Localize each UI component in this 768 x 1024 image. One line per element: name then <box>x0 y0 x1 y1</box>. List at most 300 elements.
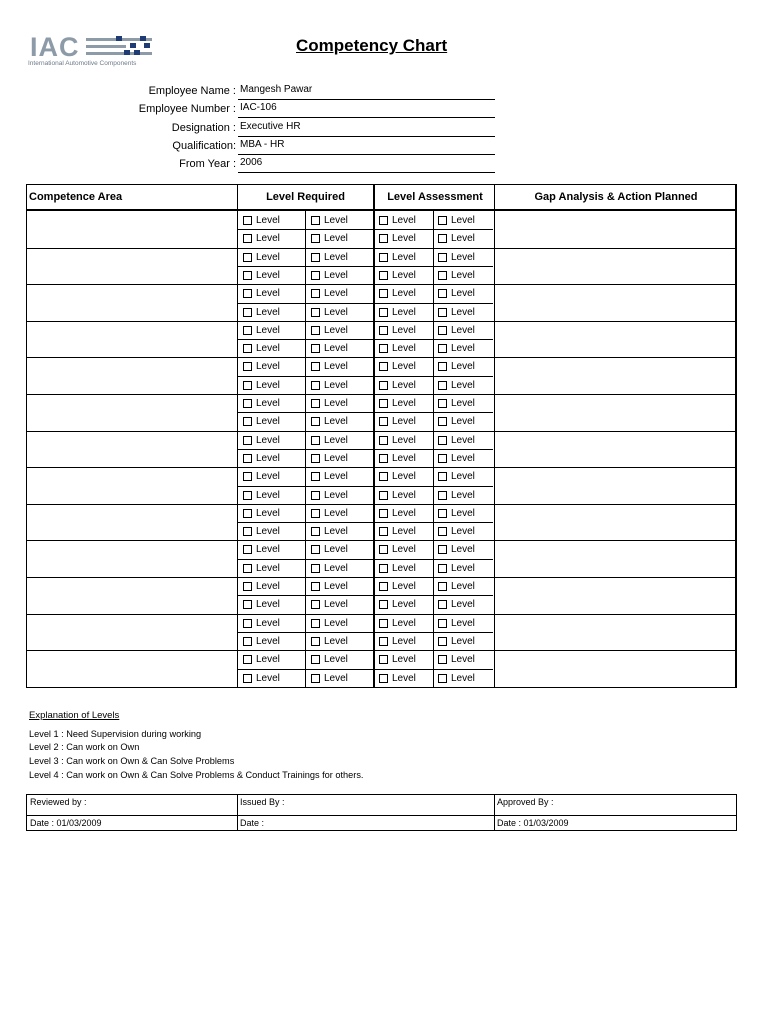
level-checkbox-assessment-a[interactable] <box>379 321 416 339</box>
level-checkbox-required-a[interactable] <box>243 449 280 467</box>
checkbox-icon[interactable] <box>311 326 320 335</box>
checkbox-icon[interactable] <box>243 582 252 591</box>
checkbox-icon[interactable] <box>438 564 447 573</box>
checkbox-label: Level <box>451 251 475 263</box>
checkbox-label: Level <box>324 635 348 647</box>
level-checkbox-required-a[interactable] <box>243 559 280 577</box>
checkbox-icon[interactable] <box>311 344 320 353</box>
level-checkbox-required-b[interactable] <box>311 578 348 596</box>
checkbox-icon[interactable] <box>438 509 447 518</box>
checkbox-icon[interactable] <box>243 472 252 481</box>
reviewed-by-field[interactable]: Reviewed by : <box>30 797 87 807</box>
checkbox-label: Level <box>256 635 280 647</box>
level-checkbox-required-b[interactable] <box>311 431 348 449</box>
level-checkbox-assessment-b[interactable] <box>438 632 475 650</box>
gap-analysis-cell[interactable] <box>495 504 735 541</box>
checkbox-icon[interactable] <box>243 509 252 518</box>
level-checkbox-required-a[interactable] <box>243 578 280 596</box>
checkbox-icon[interactable] <box>379 234 388 243</box>
signoff-table <box>26 794 737 831</box>
checkbox-icon[interactable] <box>438 308 447 317</box>
level-checkbox-required-a[interactable] <box>243 651 280 669</box>
gap-analysis-cell[interactable] <box>495 650 735 687</box>
checkbox-icon[interactable] <box>311 234 320 243</box>
checkbox-label: Level <box>256 288 280 300</box>
level-checkbox-assessment-a[interactable] <box>379 596 416 614</box>
checkbox-icon[interactable] <box>311 399 320 408</box>
checkbox-icon[interactable] <box>379 527 388 536</box>
level-checkbox-required-a[interactable] <box>243 504 280 522</box>
level-checkbox-required-a[interactable] <box>243 376 280 394</box>
gap-analysis-cell[interactable] <box>495 467 735 504</box>
checkbox-icon[interactable] <box>438 271 447 280</box>
checkbox-icon[interactable] <box>311 308 320 317</box>
checkbox-icon[interactable] <box>243 326 252 335</box>
level-checkbox-required-a[interactable] <box>243 358 280 376</box>
checkbox-icon[interactable] <box>379 344 388 353</box>
level-checkbox-required-a[interactable] <box>243 413 280 431</box>
gap-analysis-cell[interactable] <box>495 248 735 285</box>
checkbox-icon[interactable] <box>438 344 447 353</box>
checkbox-icon[interactable] <box>311 216 320 225</box>
checkbox-icon[interactable] <box>379 655 388 664</box>
level-checkbox-required-a[interactable] <box>243 431 280 449</box>
checkbox-label: Level <box>392 269 416 281</box>
level-checkbox-required-b[interactable] <box>311 468 348 486</box>
logo-subtitle: International Automotive Components <box>28 60 137 67</box>
level-checkbox-assessment-b[interactable] <box>438 614 475 632</box>
gap-analysis-cell[interactable] <box>495 614 735 651</box>
checkbox-icon[interactable] <box>311 564 320 573</box>
level-checkbox-assessment-b[interactable] <box>438 559 475 577</box>
level-checkbox-assessment-a[interactable] <box>379 559 416 577</box>
checkbox-icon[interactable] <box>379 545 388 554</box>
checkbox-icon[interactable] <box>438 253 447 262</box>
approved-by-field[interactable]: Approved By : <box>497 797 554 807</box>
issued-by-field[interactable]: Issued By : <box>240 797 285 807</box>
checkbox-icon[interactable] <box>379 271 388 280</box>
level-checkbox-required-a[interactable] <box>243 340 280 358</box>
checkbox-label: Level <box>451 361 475 373</box>
checkbox-label: Level <box>256 452 280 464</box>
checkbox-icon[interactable] <box>243 491 252 500</box>
checkbox-icon[interactable] <box>311 454 320 463</box>
competence-area-cell[interactable] <box>27 504 237 541</box>
level-checkbox-assessment-a[interactable] <box>379 486 416 504</box>
level-checkbox-assessment-a[interactable] <box>379 504 416 522</box>
level-checkbox-assessment-a[interactable] <box>379 449 416 467</box>
checkbox-icon[interactable] <box>438 545 447 554</box>
checkbox-label: Level <box>451 544 475 556</box>
checkbox-icon[interactable] <box>438 637 447 646</box>
checkbox-icon[interactable] <box>379 564 388 573</box>
level-checkbox-assessment-a[interactable] <box>379 266 416 284</box>
checkbox-label: Level <box>324 617 348 629</box>
level-checkbox-assessment-b[interactable] <box>438 413 475 431</box>
checkbox-icon[interactable] <box>243 619 252 628</box>
checkbox-icon[interactable] <box>379 436 388 445</box>
level-checkbox-assessment-b[interactable] <box>438 248 475 266</box>
checkbox-icon[interactable] <box>243 234 252 243</box>
level-checkbox-required-b[interactable] <box>311 266 348 284</box>
checkbox-icon[interactable] <box>311 381 320 390</box>
level-checkbox-assessment-a[interactable] <box>379 651 416 669</box>
designation-field[interactable]: Executive HR <box>238 120 495 137</box>
level-checkbox-required-b[interactable] <box>311 596 348 614</box>
level-checkbox-assessment-a[interactable] <box>379 212 416 230</box>
checkbox-icon[interactable] <box>379 308 388 317</box>
checkbox-icon[interactable] <box>379 216 388 225</box>
level-checkbox-required-b[interactable] <box>311 303 348 321</box>
gap-analysis-cell[interactable] <box>495 357 735 394</box>
checkbox-icon[interactable] <box>438 527 447 536</box>
checkbox-icon[interactable] <box>311 472 320 481</box>
approval-date-field[interactable]: Date : 01/03/2009 <box>497 818 569 828</box>
issue-date-field[interactable]: Date : <box>240 818 265 828</box>
gap-analysis-cell[interactable] <box>495 394 735 431</box>
level-checkbox-required-b[interactable] <box>311 321 348 339</box>
level-checkbox-required-a[interactable] <box>243 596 280 614</box>
checkbox-label: Level <box>451 581 475 592</box>
gap-analysis-cell[interactable] <box>495 321 735 358</box>
checkbox-icon[interactable] <box>311 655 320 664</box>
level-checkbox-required-b[interactable] <box>311 541 348 559</box>
level-checkbox-required-b[interactable] <box>311 651 348 669</box>
checkbox-label: Level <box>324 215 348 226</box>
competence-area-cell[interactable] <box>27 284 237 321</box>
level-checkbox-assessment-b[interactable] <box>438 431 475 449</box>
checkbox-label: Level <box>392 452 416 464</box>
checkbox-label: Level <box>392 251 416 263</box>
review-date-field[interactable]: Date : 01/03/2009 <box>30 818 102 828</box>
level-checkbox-required-b[interactable] <box>311 230 348 248</box>
checkbox-icon[interactable] <box>311 289 320 298</box>
checkbox-label: Level <box>324 324 348 336</box>
checkbox-icon[interactable] <box>379 417 388 426</box>
gap-analysis-cell[interactable] <box>495 211 735 248</box>
level-checkbox-assessment-b[interactable] <box>438 449 475 467</box>
employee-number-field[interactable]: IAC-106 <box>238 101 495 118</box>
checkbox-label: Level <box>256 251 280 263</box>
checkbox-icon[interactable] <box>438 436 447 445</box>
checkbox-label: Level <box>451 306 475 318</box>
competence-area-cell[interactable] <box>27 540 237 577</box>
checkbox-icon[interactable] <box>311 491 320 500</box>
checkbox-icon[interactable] <box>438 381 447 390</box>
competence-area-cell[interactable] <box>27 431 237 468</box>
checkbox-icon[interactable] <box>438 600 447 609</box>
level-checkbox-required-a[interactable] <box>243 248 280 266</box>
checkbox-icon[interactable] <box>379 454 388 463</box>
checkbox-icon[interactable] <box>243 600 252 609</box>
level-checkbox-required-b[interactable] <box>311 212 348 230</box>
checkbox-icon[interactable] <box>379 637 388 646</box>
explanation-title: Explanation of Levels <box>29 710 120 721</box>
checkbox-icon[interactable] <box>379 326 388 335</box>
level-checkbox-assessment-a[interactable] <box>379 669 416 687</box>
checkbox-label: Level <box>256 544 280 556</box>
level-checkbox-assessment-b[interactable] <box>438 285 475 303</box>
level-checkbox-required-a[interactable] <box>243 541 280 559</box>
level-checkbox-required-a[interactable] <box>243 303 280 321</box>
checkbox-icon[interactable] <box>243 381 252 390</box>
checkbox-icon[interactable] <box>243 655 252 664</box>
level-checkbox-assessment-b[interactable] <box>438 230 475 248</box>
level-checkbox-required-a[interactable] <box>243 212 280 230</box>
competence-area-cell[interactable] <box>27 321 237 358</box>
level-checkbox-required-b[interactable] <box>311 358 348 376</box>
checkbox-icon[interactable] <box>243 271 252 280</box>
competence-area-cell[interactable] <box>27 650 237 687</box>
level-checkbox-assessment-b[interactable] <box>438 486 475 504</box>
level-checkbox-assessment-b[interactable] <box>438 321 475 339</box>
checkbox-label: Level <box>451 526 475 538</box>
checkbox-icon[interactable] <box>243 399 252 408</box>
checkbox-icon[interactable] <box>243 545 252 554</box>
level-checkbox-assessment-a[interactable] <box>379 632 416 650</box>
level-checkbox-assessment-b[interactable] <box>438 523 475 541</box>
checkbox-label: Level <box>451 672 475 684</box>
level-checkbox-required-b[interactable] <box>311 413 348 431</box>
level-checkbox-assessment-a[interactable] <box>379 230 416 248</box>
checkbox-icon[interactable] <box>311 253 320 262</box>
from-year-row <box>80 156 495 174</box>
competence-area-cell[interactable] <box>27 248 237 285</box>
level-checkbox-assessment-b[interactable] <box>438 468 475 486</box>
checkbox-icon[interactable] <box>438 582 447 591</box>
checkbox-icon[interactable] <box>311 527 320 536</box>
level-4-explanation: Level 4 : Can work on Own & Can Solve Problems & Conduct Trainings for others. <box>29 770 364 780</box>
checkbox-icon[interactable] <box>243 674 252 683</box>
employee-name-field[interactable]: Mangesh Pawar <box>238 83 495 100</box>
checkbox-icon[interactable] <box>311 362 320 371</box>
level-checkbox-assessment-b[interactable] <box>438 578 475 596</box>
checkbox-icon[interactable] <box>379 472 388 481</box>
checkbox-icon[interactable] <box>379 253 388 262</box>
checkbox-icon[interactable] <box>243 253 252 262</box>
level-checkbox-required-a[interactable] <box>243 523 280 541</box>
level-checkbox-required-a[interactable] <box>243 230 280 248</box>
level-checkbox-required-a[interactable] <box>243 632 280 650</box>
checkbox-label: Level <box>256 581 280 592</box>
level-checkbox-assessment-a[interactable] <box>379 523 416 541</box>
level-checkbox-required-b[interactable] <box>311 449 348 467</box>
checkbox-icon[interactable] <box>379 399 388 408</box>
gap-analysis-header: Gap Analysis & Action Planned <box>534 191 698 203</box>
checkbox-label: Level <box>451 269 475 281</box>
level-checkbox-assessment-a[interactable] <box>379 578 416 596</box>
level-checkbox-required-b[interactable] <box>311 614 348 632</box>
checkbox-label: Level <box>392 434 416 446</box>
competence-area-cell[interactable] <box>27 394 237 431</box>
level-checkbox-required-a[interactable] <box>243 321 280 339</box>
checkbox-icon[interactable] <box>243 216 252 225</box>
checkbox-label: Level <box>451 233 475 245</box>
level-checkbox-assessment-a[interactable] <box>379 431 416 449</box>
checkbox-icon[interactable] <box>243 417 252 426</box>
level-checkbox-required-b[interactable] <box>311 486 348 504</box>
checkbox-label: Level <box>256 324 280 336</box>
checkbox-label: Level <box>392 599 416 611</box>
level-checkbox-required-a[interactable] <box>243 285 280 303</box>
gap-analysis-cell[interactable] <box>495 540 735 577</box>
level-checkbox-assessment-a[interactable] <box>379 468 416 486</box>
level-checkbox-assessment-b[interactable] <box>438 303 475 321</box>
level-checkbox-required-b[interactable] <box>311 504 348 522</box>
level-checkbox-required-a[interactable] <box>243 468 280 486</box>
checkbox-icon[interactable] <box>243 289 252 298</box>
checkbox-icon[interactable] <box>379 362 388 371</box>
checkbox-label: Level <box>392 672 416 684</box>
gap-analysis-cell[interactable] <box>495 431 735 468</box>
level-checkbox-assessment-a[interactable] <box>379 340 416 358</box>
checkbox-icon[interactable] <box>243 527 252 536</box>
checkbox-label: Level <box>324 507 348 519</box>
competence-area-cell[interactable] <box>27 577 237 614</box>
checkbox-label: Level <box>451 416 475 428</box>
level-checkbox-required-a[interactable] <box>243 614 280 632</box>
gap-analysis-cell[interactable] <box>495 284 735 321</box>
checkbox-icon[interactable] <box>243 564 252 573</box>
checkbox-icon[interactable] <box>243 637 252 646</box>
checkbox-label: Level <box>324 489 348 501</box>
checkbox-icon[interactable] <box>243 344 252 353</box>
level-checkbox-assessment-b[interactable] <box>438 266 475 284</box>
checkbox-icon[interactable] <box>379 582 388 591</box>
checkbox-icon[interactable] <box>243 308 252 317</box>
level-checkbox-assessment-a[interactable] <box>379 541 416 559</box>
checkbox-label: Level <box>392 471 416 483</box>
checkbox-icon[interactable] <box>311 600 320 609</box>
level-checkbox-assessment-b[interactable] <box>438 358 475 376</box>
checkbox-label: Level <box>256 215 280 226</box>
level-checkbox-required-b[interactable] <box>311 632 348 650</box>
level-checkbox-assessment-a[interactable] <box>379 376 416 394</box>
checkbox-icon[interactable] <box>438 234 447 243</box>
checkbox-label: Level <box>256 398 280 409</box>
checkbox-icon[interactable] <box>311 509 320 518</box>
checkbox-label: Level <box>392 324 416 336</box>
qualification-row <box>80 138 495 156</box>
checkbox-icon[interactable] <box>438 674 447 683</box>
level-checkbox-required-a[interactable] <box>243 669 280 687</box>
checkbox-label: Level <box>451 379 475 391</box>
qualification-field[interactable]: MBA - HR <box>238 138 495 155</box>
checkbox-icon[interactable] <box>311 545 320 554</box>
checkbox-label: Level <box>324 288 348 300</box>
checkbox-icon[interactable] <box>311 619 320 628</box>
level-checkbox-required-a[interactable] <box>243 266 280 284</box>
checkbox-icon[interactable] <box>379 509 388 518</box>
competence-area-cell[interactable] <box>27 467 237 504</box>
level-assessment-header: Level Assessment <box>387 191 483 203</box>
level-checkbox-assessment-b[interactable] <box>438 376 475 394</box>
checkbox-label: Level <box>451 215 475 226</box>
checkbox-icon[interactable] <box>311 436 320 445</box>
checkbox-icon[interactable] <box>438 362 447 371</box>
checkbox-icon[interactable] <box>379 600 388 609</box>
checkbox-icon[interactable] <box>379 289 388 298</box>
checkbox-label: Level <box>256 361 280 373</box>
checkbox-icon[interactable] <box>311 674 320 683</box>
level-checkbox-assessment-b[interactable] <box>438 504 475 522</box>
checkbox-icon[interactable] <box>379 619 388 628</box>
level-checkbox-assessment-b[interactable] <box>438 340 475 358</box>
level-checkbox-assessment-b[interactable] <box>438 596 475 614</box>
competence-area-cell[interactable] <box>27 614 237 651</box>
checkbox-icon[interactable] <box>243 362 252 371</box>
level-3-explanation: Level 3 : Can work on Own & Can Solve Problems <box>29 756 235 766</box>
level-checkbox-assessment-b[interactable] <box>438 669 475 687</box>
checkbox-icon[interactable] <box>243 436 252 445</box>
gap-analysis-cell[interactable] <box>495 577 735 614</box>
level-checkbox-required-b[interactable] <box>311 669 348 687</box>
checkbox-icon[interactable] <box>438 491 447 500</box>
checkbox-label: Level <box>451 635 475 647</box>
competence-area-cell[interactable] <box>27 357 237 394</box>
checkbox-icon[interactable] <box>379 674 388 683</box>
checkbox-icon[interactable] <box>438 417 447 426</box>
checkbox-icon[interactable] <box>438 216 447 225</box>
level-checkbox-required-a[interactable] <box>243 395 280 413</box>
level-checkbox-assessment-a[interactable] <box>379 395 416 413</box>
level-checkbox-required-a[interactable] <box>243 486 280 504</box>
level-checkbox-required-b[interactable] <box>311 285 348 303</box>
checkbox-label: Level <box>324 544 348 556</box>
signoff-divider <box>27 815 736 816</box>
level-checkbox-required-b[interactable] <box>311 523 348 541</box>
checkbox-label: Level <box>451 654 475 666</box>
from-year-field[interactable]: 2006 <box>238 156 495 173</box>
level-checkbox-assessment-b[interactable] <box>438 395 475 413</box>
checkbox-icon[interactable] <box>311 582 320 591</box>
level-checkbox-required-b[interactable] <box>311 340 348 358</box>
level-checkbox-required-b[interactable] <box>311 395 348 413</box>
level-checkbox-assessment-a[interactable] <box>379 285 416 303</box>
level-1-explanation: Level 1 : Need Supervision during working <box>29 729 202 739</box>
checkbox-icon[interactable] <box>379 491 388 500</box>
checkbox-icon[interactable] <box>311 637 320 646</box>
checkbox-icon[interactable] <box>438 619 447 628</box>
checkbox-label: Level <box>392 507 416 519</box>
checkbox-icon[interactable] <box>379 381 388 390</box>
level-checkbox-assessment-b[interactable] <box>438 651 475 669</box>
level-checkbox-assessment-a[interactable] <box>379 413 416 431</box>
designation-label: Designation : <box>171 122 236 134</box>
checkbox-icon[interactable] <box>438 399 447 408</box>
level-checkbox-assessment-b[interactable] <box>438 541 475 559</box>
level-checkbox-assessment-b[interactable] <box>438 212 475 230</box>
level-checkbox-required-b[interactable] <box>311 248 348 266</box>
checkbox-label: Level <box>392 398 416 409</box>
level-checkbox-assessment-a[interactable] <box>379 303 416 321</box>
level-checkbox-required-b[interactable] <box>311 559 348 577</box>
level-checkbox-assessment-a[interactable] <box>379 248 416 266</box>
checkbox-icon[interactable] <box>438 454 447 463</box>
checkbox-icon[interactable] <box>438 326 447 335</box>
level-checkbox-assessment-a[interactable] <box>379 358 416 376</box>
level-checkbox-assessment-a[interactable] <box>379 614 416 632</box>
level-checkbox-required-b[interactable] <box>311 376 348 394</box>
checkbox-icon[interactable] <box>438 289 447 298</box>
checkbox-icon[interactable] <box>438 655 447 664</box>
competence-area-cell[interactable] <box>27 211 237 248</box>
checkbox-label: Level <box>324 343 348 355</box>
checkbox-icon[interactable] <box>311 417 320 426</box>
checkbox-icon[interactable] <box>438 472 447 481</box>
checkbox-icon[interactable] <box>311 271 320 280</box>
checkbox-icon[interactable] <box>243 454 252 463</box>
